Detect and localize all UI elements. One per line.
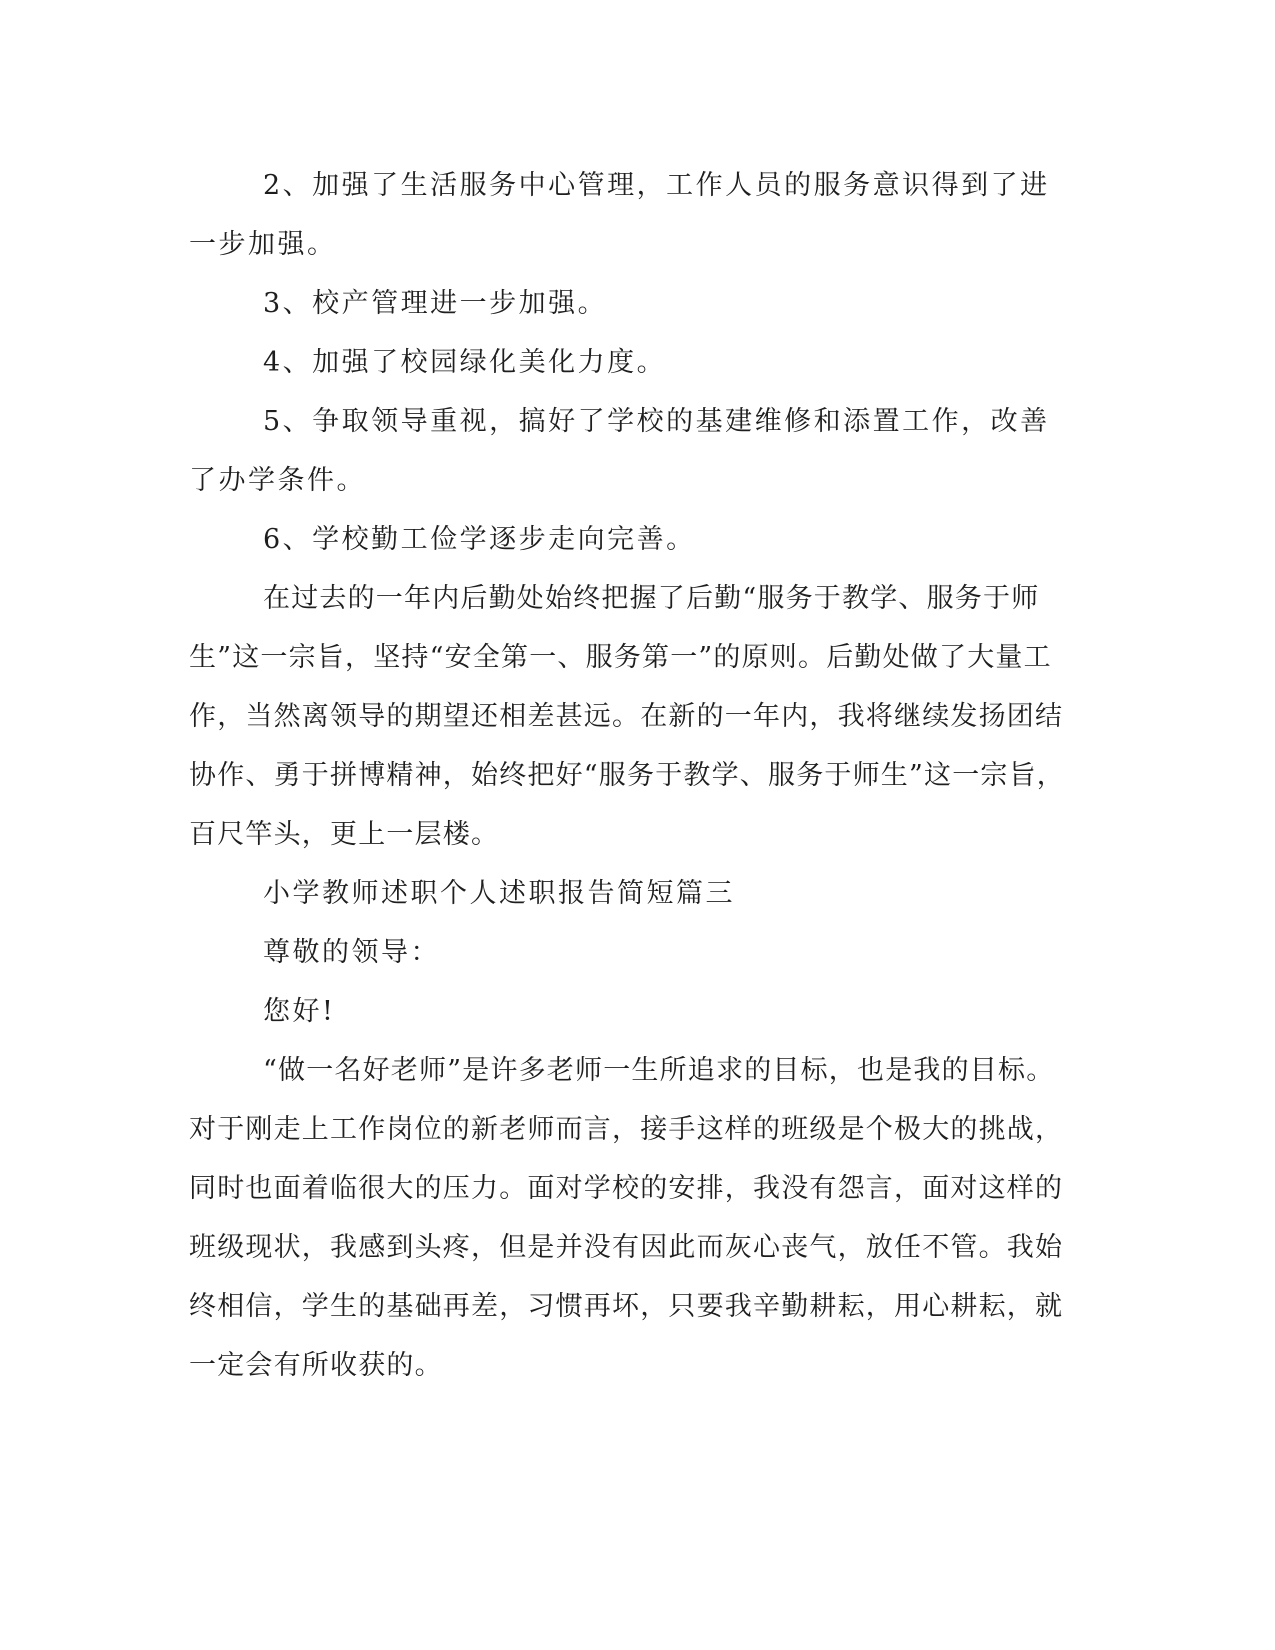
greeting: 您好! (263, 996, 336, 1027)
section-heading: 小学教师述职个人述职报告简短篇三 (263, 878, 735, 909)
paragraph-item-3: 3、校产管理进一步加强。 (263, 288, 608, 319)
paragraph-item-6: 6、学校勤工俭学逐步走向完善。 (263, 524, 696, 555)
document-body (189, 156, 1069, 1395)
paragraph-item-2: 2、加强了生活服务中心管理，工作人员的服务意识得到了进一步加强。 (189, 170, 1050, 260)
paragraph-intro: “做一名好老师”是许多老师一生所追求的目标，也是我的目标。对于刚走上工作岗位的新老师而言，接手这样的班级是个极大的挑战，同时也面着临很大的压力。面对学校的安排，我没有怨言，面对这样的班级现状，我感到头疼，但是并没有因此而灰心丧气，放任不管。我始终相信，学生的基础再差，习惯再坏，只要我辛勤耕耘，用心耕耘，就一定会有所收获的。 (189, 1055, 1064, 1381)
paragraph-item-4: 4、加强了校园绿化美化力度。 (263, 347, 667, 378)
paragraph-item-5: 5、争取领导重视，搞好了学校的基建维修和添置工作，改善了办学条件。 (189, 406, 1050, 496)
paragraph-summary: 在过去的一年内后勤处始终把握了后勤“服务于教学、服务于师生”这一宗旨，坚持“安全第一、服务第一”的原则。后勤处做了大量工作，当然离领导的期望还相差甚远。在新的一年内，我将继续发扬团结协作、勇于拼博精神，始终把好“服务于教学、服务于师生”这一宗旨，百尺竿头，更上一层楼。 (189, 583, 1066, 850)
salutation: 尊敬的领导： (263, 937, 440, 968)
